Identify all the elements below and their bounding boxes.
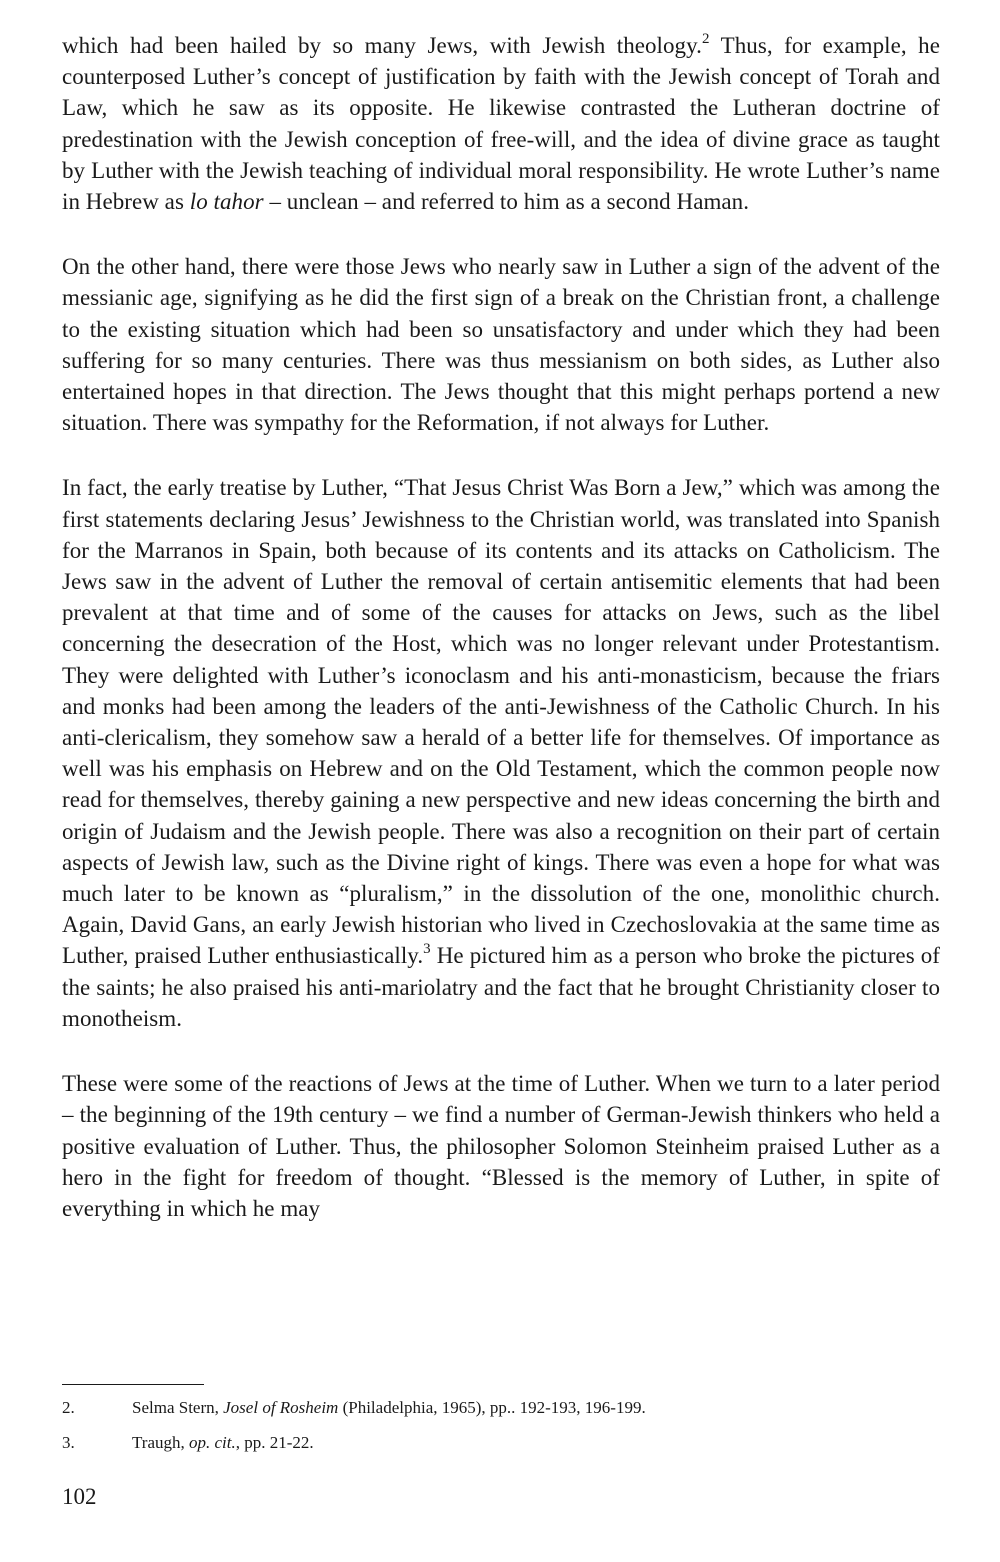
paragraph-2-text: On the other hand, there were those Jews who nearly saw in Luther a sign of the advent of the messianic age, signifying as he did the first sign of a break on the Christian front, a challenge to the existing situation which had been so unsatisfactory and under which they had been suffering for so many centuries. There was thus messianism on both sides, as Luther also entertained hopes in that direction. The Jews thought that this might perhaps portend a new situation. There was sympathy for the Reformation, if not always for Luther. <box>62 254 940 436</box>
paragraph-1-text-1: which had been hailed by so many Jews, with Jewish theology. <box>62 33 702 58</box>
paragraph-2 <box>62 251 940 438</box>
paragraph-1-text-2: Thus, for example, he counterposed Luther’s concept of justification by faith with the Jewish concept of Torah and Law, which he saw as its opposite. He likewise contrasted the Lutheran doctrine of predestination with the Jewish conception of free-will, and the idea of divine grace as taught by Luther with the Jewish teaching of individual moral responsibility. He wrote Luther’s name in Hebrew as <box>62 33 940 215</box>
footnote-ref-2: 2 <box>701 31 710 47</box>
footnote-3-details: , pp. 21-22. <box>235 1433 314 1452</box>
footnote-2 <box>62 1394 940 1429</box>
paragraph-4 <box>62 1068 940 1224</box>
footnote-3-author: Traugh, <box>132 1433 189 1452</box>
paragraph-4-text: These were some of the reactions of Jews at the time of Luther. When we turn to a later period – the beginning of the 19th century – we find a number of German-Jewish thinkers who held a positive evaluation of Luther. Thus, the philosopher Solomon Steinheim praised Luther as a hero in the fight for freedom of thought. “Blessed is the memory of Luther, in spite of everything in which he may <box>62 1071 940 1221</box>
paragraph-1-italic-term: lo tahor <box>189 189 264 215</box>
footnote-text <box>132 1429 940 1457</box>
footnote-2-details: (Philadelphia, 1965), pp.. 192-193, 196-199. <box>338 1398 646 1417</box>
paragraph-1 <box>62 30 940 217</box>
footnote-divider <box>62 1384 204 1385</box>
footnote-3-abbrev: op. cit. <box>189 1433 236 1452</box>
paragraph-3-text-2: He pictured him as a person who broke the pictures of the saints; he also praised his anti-mariolatry and the fact that he brought Christianity closer to monotheism. <box>62 943 940 1031</box>
footnote-2-author: Selma Stern, <box>132 1398 224 1417</box>
footnote-3 <box>62 1429 940 1464</box>
footnote-number: 3. <box>62 1433 75 1452</box>
paragraph-3 <box>62 472 940 1034</box>
page-number: 102 <box>62 1484 97 1509</box>
footnote-ref-3: 3 <box>423 941 431 958</box>
page-body <box>62 30 940 1224</box>
footnote-text <box>132 1394 940 1422</box>
footnote-number: 2. <box>62 1398 75 1417</box>
paragraph-1-text-3: – unclean – and referred to him as a second Haman. <box>263 189 749 215</box>
paragraph-3-text-1: In fact, the early treatise by Luther, “That Jesus Christ Was Born a Jew,” which was among the first statements declaring Jesus’ Jewishness to the Christian world, was translated into Spanish for the Marranos in Spain, both because of its contents and its attacks on Catholicism. The Jews saw in the advent of Luther the removal of certain antisemitic elements that had been prevalent at that time and of some of the causes for attacks on Jews, such as the libel concerning the desecration of the Host, which was no longer relevant under Protestantism. They were delighted with Luther’s iconoclasm and his anti-monasticism, because the friars and monks had been among the leaders of the anti-Jewishness of the Catholic Church. In his anti-clericalism, they somehow saw a herald of a better life for themselves. Of importance as well was his emphasis on Hebrew and on the Old Testament, which the common people now read for themselves, thereby gaining a new perspective and new ideas concerning the birth and origin of Judaism and the Jewish people. There was also a recognition on their part of certain aspects of Jewish law, such as the Divine right of kings. There was even a hope for what was much later to be known as “pluralism,” in the dissolution of the one, monolithic church. Again, David Gans, an early Jewish historian who lived in Czechoslovakia at the same time as Luther, praised Luther enthusiastically. <box>62 475 940 969</box>
footnote-2-title: Josel of Rosheim <box>223 1398 339 1417</box>
footnotes <box>62 1394 940 1464</box>
